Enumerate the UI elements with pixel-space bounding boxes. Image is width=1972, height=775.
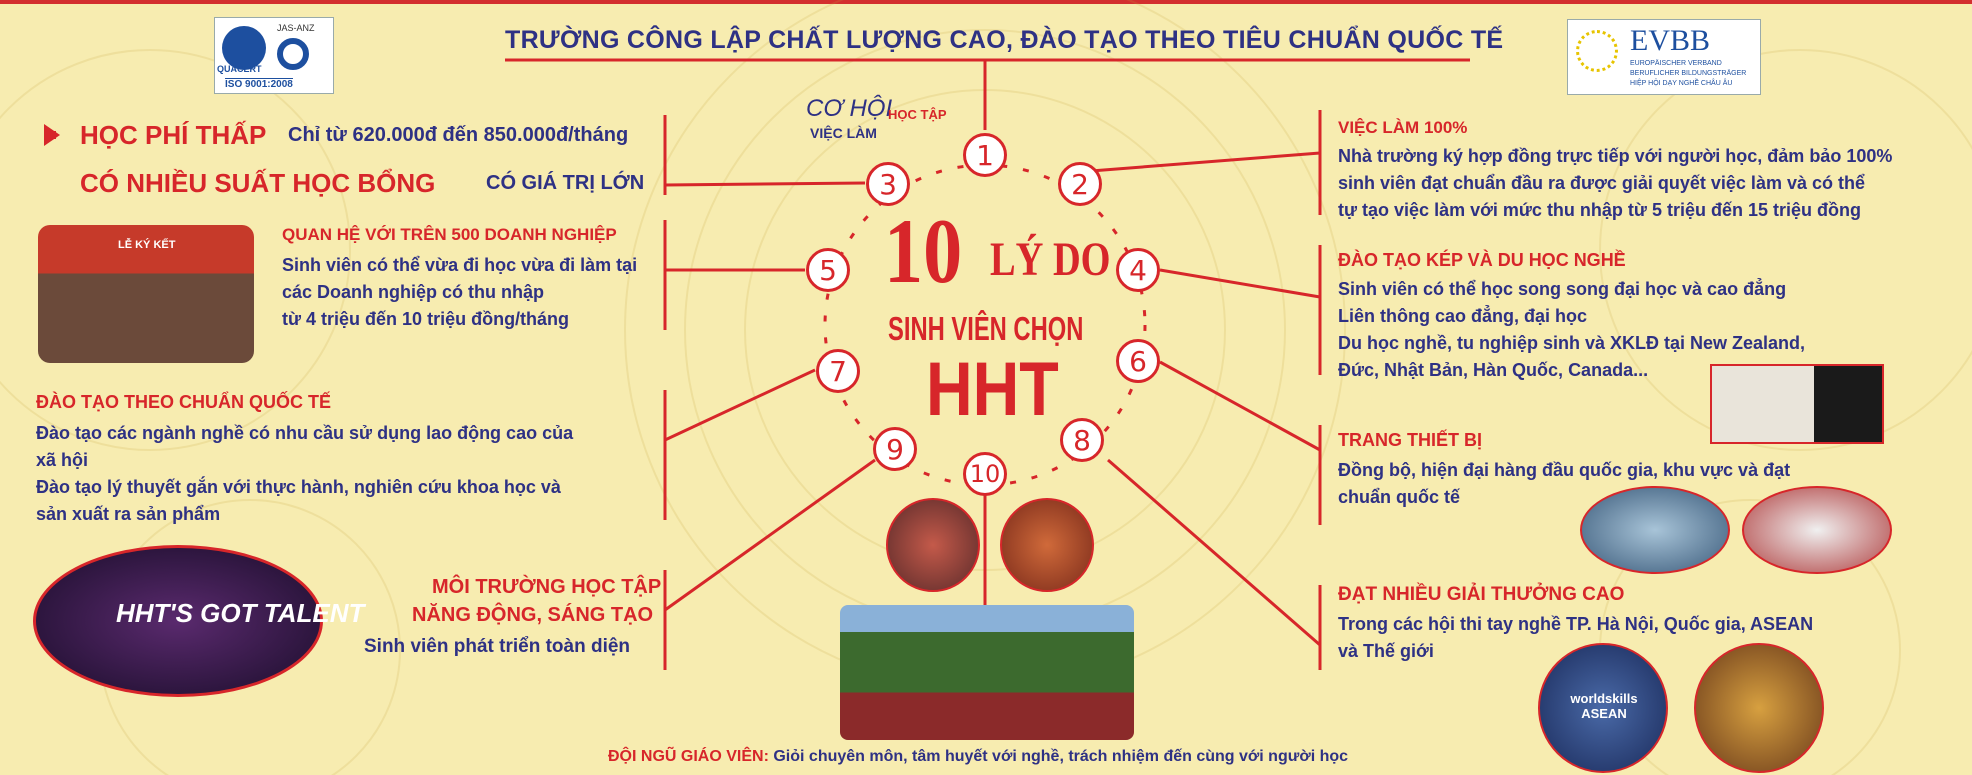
business-line-3: từ 4 triệu đến 10 triệu đồng/tháng: [282, 309, 570, 329]
teacher-photo-1: [886, 498, 980, 592]
job-line-3: tự tạo việc làm với mức thu nhập từ 5 triệu đến 15 triệu đồng: [1338, 200, 1861, 220]
environment-heading-1: MÔI TRƯỜNG HỌC TẬP: [432, 576, 662, 598]
evbb-line3: HIỆP HỘI DẠY NGHỀ CHÂU ÂU: [1630, 80, 1733, 87]
evbb-line1: EUROPÄISCHER VERBAND: [1630, 60, 1722, 67]
environment-text: Sinh viên phát triển toàn diện: [364, 636, 631, 657]
dual-line-2: Liên thông cao đẳng, đại học: [1338, 306, 1588, 326]
reason-8-badge: 8: [1060, 418, 1104, 462]
reason-1-badge: 1: [963, 133, 1007, 177]
signing-photo-banner: LỄ KÝ KẾT: [118, 239, 176, 251]
fee-text: Chỉ từ 620.000đ đến 850.000đ/tháng: [288, 124, 629, 146]
reason-9-badge: 9: [873, 427, 917, 471]
standard-heading: ĐÀO TẠO THEO CHUẨN QUỐC TẾ: [36, 392, 331, 412]
scholarship-heading: CÓ NHIỀU SUẤT HỌC BỔNG: [80, 168, 436, 198]
business-line-2: các Doanh nghiệp có thu nhập: [282, 282, 545, 302]
signing-ceremony-photo: [38, 225, 254, 363]
dual-line-4: Đức, Nhật Bản, Hàn Quốc, Canada...: [1338, 360, 1649, 380]
teachers-heading: ĐỘI NGŨ GIÁO VIÊN:: [608, 748, 769, 765]
dual-line-3: Du học nghề, tu nghiệp sinh và XKLĐ tại New Zealand,: [1338, 333, 1806, 353]
award-line-2: và Thế giới: [1338, 641, 1434, 661]
equipment-heading: TRANG THIẾT BỊ: [1338, 430, 1482, 450]
jas-anz-label: JAS-ANZ: [277, 23, 315, 33]
iso-label: ISO 9001:2008: [225, 79, 293, 90]
teachers-text: Giỏi chuyên môn, tâm huyết với nghề, trách nhiệm đến cùng với người học: [773, 748, 1349, 765]
dual-line-1: Sinh viên có thể học song song đại học và cao đẳng: [1338, 279, 1787, 299]
equipment-photo-2: [1742, 486, 1892, 574]
group-photo: [840, 605, 1134, 740]
evbb-brand: EVBB: [1630, 24, 1711, 57]
business-line-1: Sinh viên có thể vừa đi học vừa đi làm tại: [282, 255, 638, 275]
scholarship-text: CÓ GIÁ TRỊ LỚN: [486, 172, 645, 194]
environment-heading-2: NĂNG ĐỘNG, SÁNG TẠO: [412, 604, 654, 626]
new-zealand-photo: [1710, 364, 1884, 444]
reason-4-badge: 4: [1116, 248, 1160, 292]
talent-show-photo: [33, 545, 365, 697]
dual-training-heading: ĐÀO TẠO KÉP VÀ DU HỌC NGHỀ: [1338, 250, 1626, 270]
center-subtitle: SINH VIÊN CHỌN: [888, 310, 1084, 347]
co-hoi-text: CƠ HỘI: [806, 95, 893, 122]
standard-line-3: Đào tạo lý thuyết gắn với thực hành, nghiên cứu khoa học và: [36, 477, 561, 497]
worldskills-photo: [1538, 643, 1668, 773]
award-heading: ĐẠT NHIỀU GIẢI THƯỞNG CAO: [1338, 584, 1625, 605]
talent-show-caption: HHT'S GOT TALENT: [116, 598, 365, 628]
reason-10-badge: 10: [963, 452, 1007, 496]
reason-7-badge: 7: [816, 349, 860, 393]
quacert-brand: QUACERT: [217, 64, 262, 74]
reason-5-badge: 5: [806, 248, 850, 292]
reason-2-badge: 2: [1058, 162, 1102, 206]
job-line-2: sinh viên đạt chuẩn đầu ra được giải quyết việc làm và có thể: [1338, 173, 1865, 193]
standard-line-2: xã hội: [36, 450, 89, 470]
evbb-line2: BERUFLICHER BILDUNGSTRÄGER: [1630, 70, 1747, 77]
job-line-1: Nhà trường ký hợp đồng trực tiếp với người học, đảm bảo 100%: [1338, 146, 1893, 166]
standard-line-4: sản xuất ra sản phẩm: [36, 504, 221, 524]
standard-line-1: Đào tạo các ngành nghề có nhu cầu sử dụng lao động cao của: [36, 423, 574, 443]
arrow-stem: [46, 131, 56, 139]
co-hoi-logo: [806, 95, 956, 145]
award-line-1: Trong các hội thi tay nghề TP. Hà Nội, Quốc gia, ASEAN: [1338, 614, 1814, 634]
job-heading: VIỆC LÀM 100%: [1338, 118, 1468, 137]
bottom-teachers-line: [608, 748, 1348, 766]
equipment-line-1: Đồng bộ, hiện đại hàng đầu quốc gia, khu vực và đạt: [1338, 460, 1791, 480]
center-title-ly-do: LÝ DO: [990, 233, 1111, 286]
hoc-tap-text: HỌC TẬP: [888, 107, 947, 122]
equipment-line-2: chuẩn quốc tế: [1338, 487, 1461, 507]
center-title-10: 10: [884, 200, 963, 302]
top-title: TRƯỜNG CÔNG LẬP CHẤT LƯỢNG CAO, ĐÀO TẠO THEO TIÊU CHUẨN QUỐC TẾ: [505, 26, 1504, 54]
worldskills-caption: worldskills ASEAN: [1570, 691, 1638, 721]
teacher-photo-2: [1000, 498, 1094, 592]
business-heading: QUAN HỆ VỚI TRÊN 500 DOANH NGHIỆP: [282, 225, 617, 244]
reason-3-badge: 3: [866, 162, 910, 206]
fee-heading: HỌC PHÍ THẤP: [80, 120, 267, 150]
equipment-photo-1: [1580, 486, 1730, 574]
reason-6-badge: 6: [1116, 339, 1160, 383]
center-hht: HHT: [926, 347, 1059, 432]
award-ceremony-photo: [1694, 643, 1824, 773]
viec-lam-text: VIỆC LÀM: [810, 125, 877, 141]
